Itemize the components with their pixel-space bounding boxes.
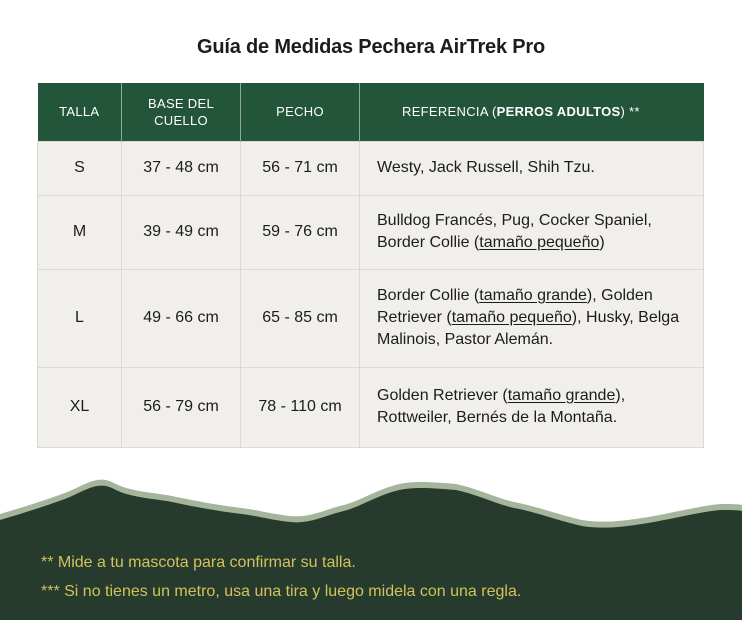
header-neck [122, 83, 241, 141]
cell-size: XL [38, 367, 122, 447]
cell-chest: 65 - 85 cm [241, 269, 360, 367]
header-reference-prefix: REFERENCIA ( [402, 104, 497, 120]
table-header-row [38, 83, 704, 141]
cell-size: L [38, 269, 122, 367]
footnote-1: ** Mide a tu mascota para confirmar su talla. [41, 554, 356, 571]
cell-neck: 56 - 79 cm [122, 367, 241, 447]
header-size: TALLA [38, 83, 122, 141]
reference-text: Westy, Jack Russell, Shih Tzu. [377, 159, 595, 176]
cell-chest: 59 - 76 cm [241, 195, 360, 269]
header-chest: PECHO [241, 83, 360, 141]
reference-text: ), Husky, Belga Malinois, Pastor Alemán. [377, 309, 680, 348]
page-title: Guía de Medidas Pechera AirTrek Pro [197, 36, 545, 58]
cell-reference [360, 141, 704, 195]
reference-text: Border Collie ( [377, 287, 480, 304]
reference-text: Bulldog Francés, Pug, Cocker Spaniel, Border Collie ( [377, 212, 652, 251]
reference-size-note: tamaño grande [507, 387, 616, 404]
table-row [38, 269, 704, 367]
reference-size-note: tamaño pequeño [479, 234, 600, 251]
reference-text: ), Rottweiler, Bernés de la Montaña. [377, 387, 626, 426]
footnote-2: *** Si no tienes un metro, usa una tira y luego midela con una regla. [41, 583, 522, 600]
cell-neck: 49 - 66 cm [122, 269, 241, 367]
table-row [38, 367, 704, 447]
header-reference [360, 83, 704, 141]
reference-size-note: tamaño grande [479, 287, 587, 304]
header-reference-suffix: ) ** [620, 104, 640, 120]
cell-size: S [38, 141, 122, 195]
reference-text: Golden Retriever ( [377, 387, 508, 404]
table-row [38, 141, 704, 195]
reference-size-note: tamaño pequeño [451, 309, 572, 326]
header-neck-line2: CUELLO [154, 112, 208, 128]
cell-reference [360, 367, 704, 447]
cell-chest: 78 - 110 cm [241, 367, 360, 447]
cell-reference [360, 269, 704, 367]
reference-text: ), Golden Retriever ( [377, 287, 653, 326]
header-neck-line1: BASE DEL [148, 95, 214, 111]
cell-reference [360, 195, 704, 269]
cell-chest: 56 - 71 cm [241, 141, 360, 195]
cell-neck: 39 - 49 cm [122, 195, 241, 269]
table-row [38, 195, 704, 269]
size-guide-table [37, 83, 704, 448]
reference-text: ) [599, 234, 605, 251]
footnotes [41, 548, 521, 606]
cell-size: M [38, 195, 122, 269]
header-reference-bold: PERROS ADULTOS [496, 104, 621, 120]
cell-neck: 37 - 48 cm [122, 141, 241, 195]
